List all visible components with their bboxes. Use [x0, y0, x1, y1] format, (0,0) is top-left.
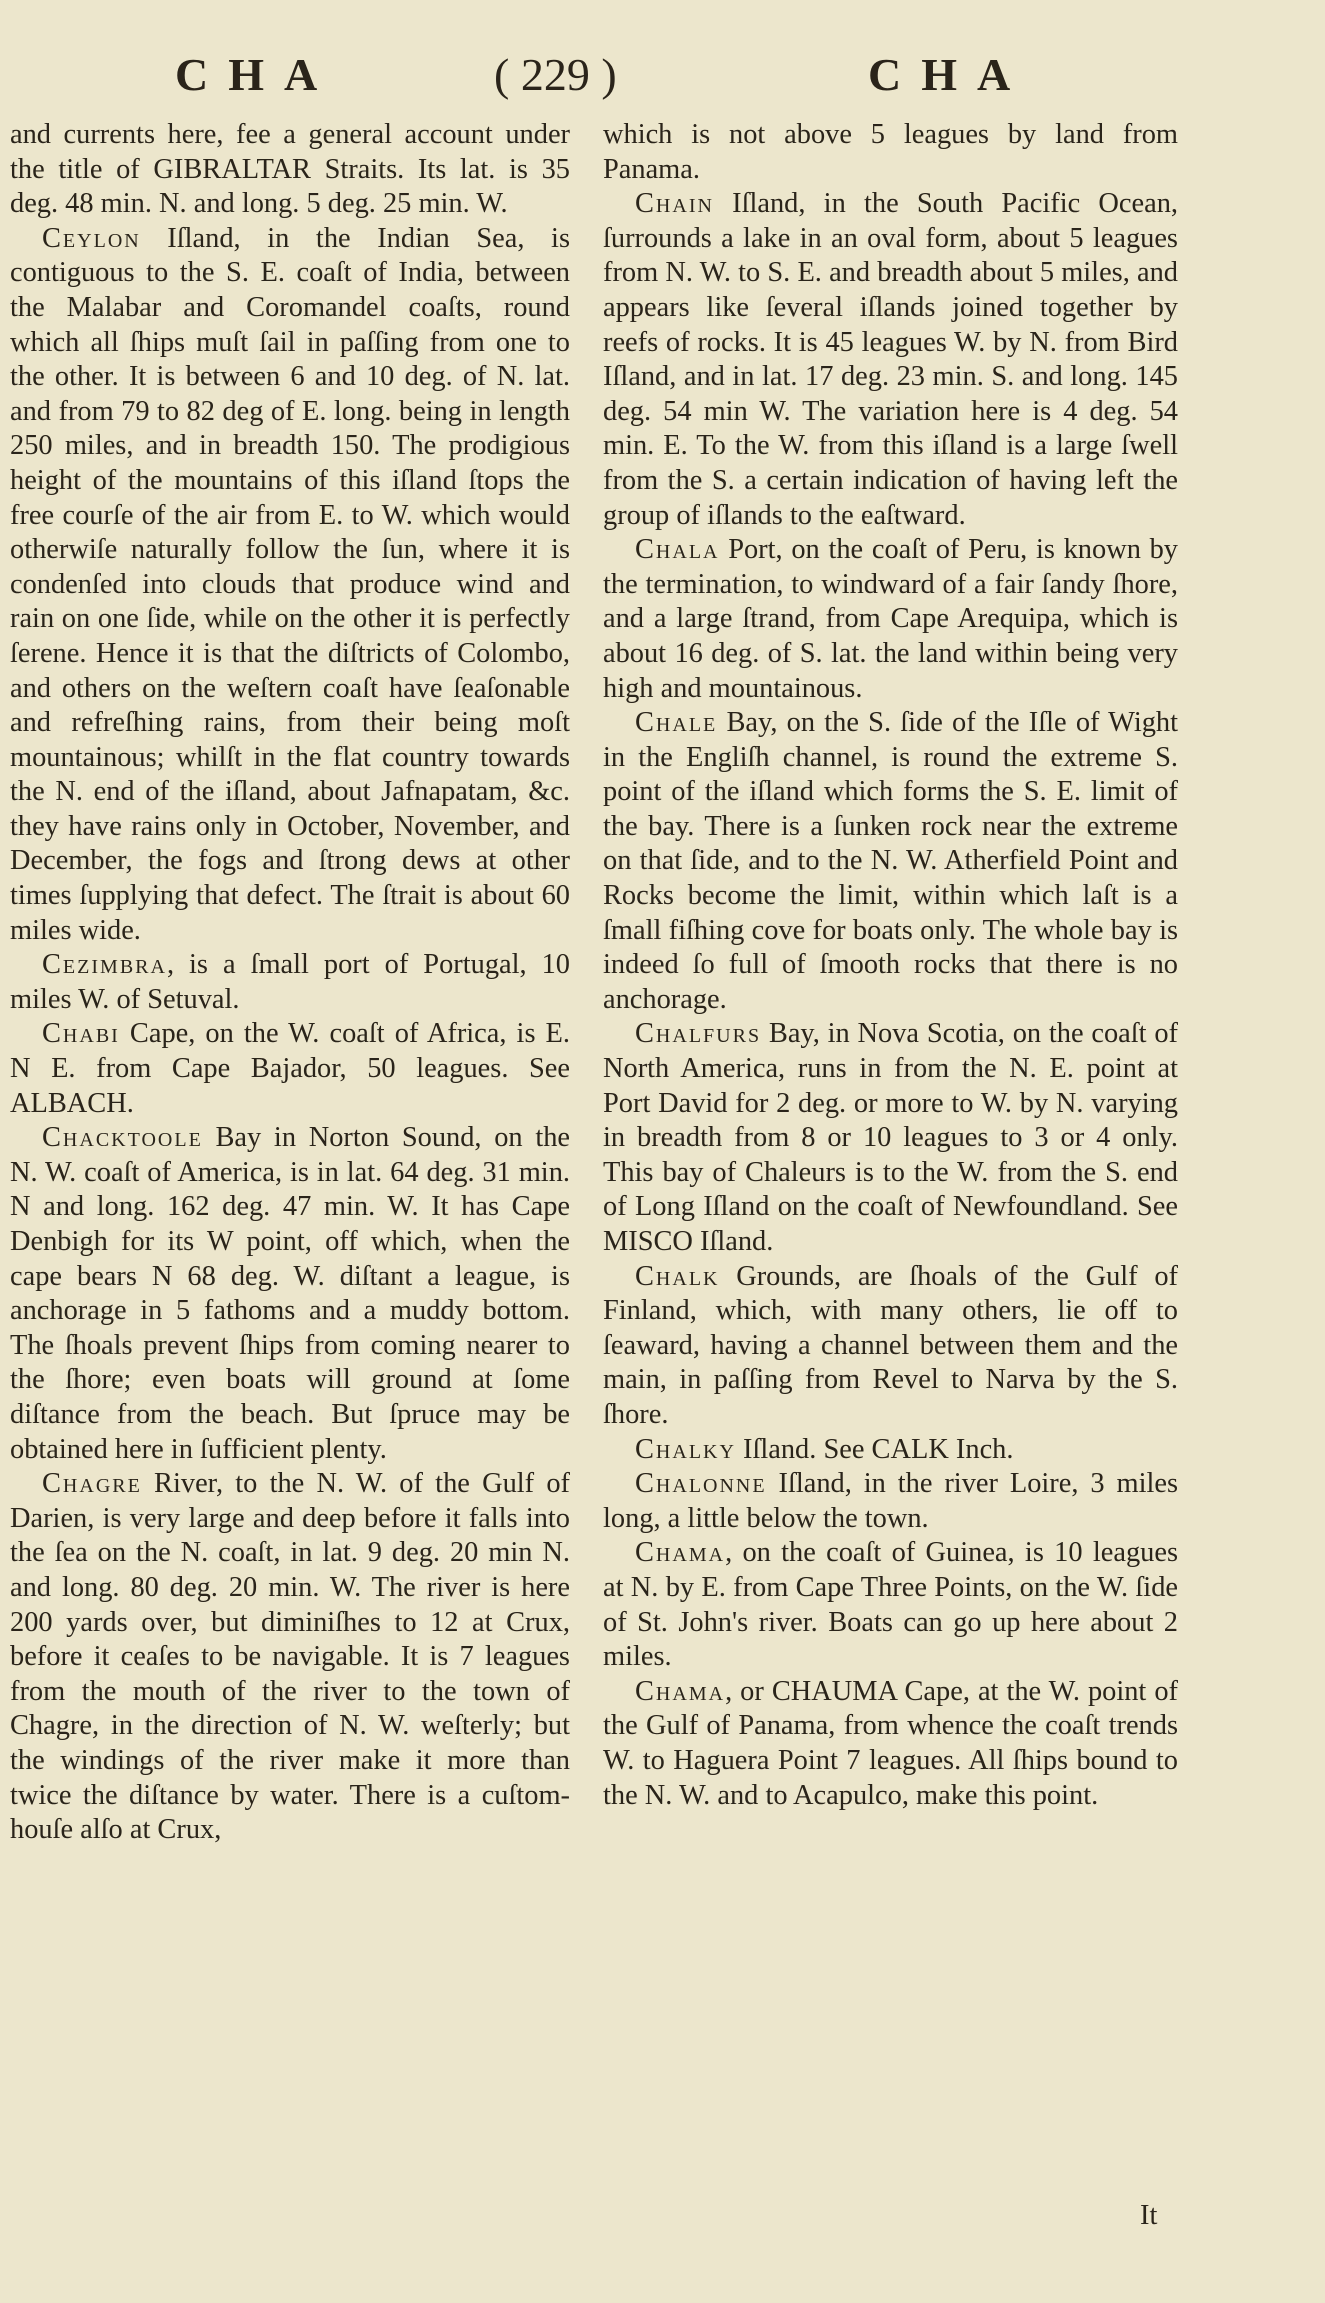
entry-text: , on the coaſt of Guinea, is 10 leagues at N. by E. from Cape Three Points, on the W. ſide of St. John's river. Boats can go up here about 2 miles. [603, 1537, 1178, 1673]
entry-text: Iſland, in the Indian Sea, is contiguous to the S. E. coaſt of India, between the Malabar and Coromandel coaſts, round which all ſhips muſt ſail in paſſing from one to the other. It is between 6 and 10 deg. of N. lat. and from 79 to 82 deg of E. long. being in length 250 miles, and in breadth 150. The prodigious height of the mountains of this iſland ſtops the free courſe of the air from E. to W. which would otherwiſe naturally follow the ſun, where it is condenſed into clouds that produce wind and rain on one ſide, while on the other it is perfectly ſerene. Hence it is that the diſtricts of Colombo, and others on the weſtern coaſt have ſeaſonable and refreſhing rains, from their being moſt mountainous; whilſt in the flat country towards the N. end of the iſland, about Jafnapatam, &c. they have rains only in October, November, and December, the fogs and ſtrong dews at other times ſupplying that defect. The ſtrait is about 60 miles wide. [10, 222, 570, 946]
entry [603, 1675, 1178, 1813]
entry-headword: Chacktoole [42, 1122, 203, 1154]
entry [10, 118, 570, 222]
entry-headword: Chale [635, 707, 718, 739]
entry-text: which is not above 5 leagues by land from Panama. [603, 119, 1178, 185]
right-column [603, 118, 1178, 1813]
entry-headword: Cezimbra [42, 949, 167, 981]
entry-headword: Chagre [42, 1468, 142, 1500]
entry [603, 533, 1178, 706]
entry-text: Iſland, in the South Pacific Ocean, ſurrounds a lake in an oval form, about 5 leagues from N. W. to S. E. and breadth about 5 miles, and appears like ſeveral iſlands joined together by reefs of rocks. It is 45 leagues W. by N. from Bird Iſland, and in lat. 17 deg. 23 min. S. and long. 145 deg. 54 min W. The variation here is 4 deg. 54 min. E. To the W. from this iſland is a large ſwell from the S. a certain indication of having left the group of iſlands to the eaſtward. [603, 188, 1178, 531]
entry [603, 187, 1178, 533]
entry-text: Bay, in Nova Scotia, on the coaſt of North America, runs in from the N. E. point at Port David for 2 deg. or more to W. by N. varying in breadth from 8 or 10 leagues to 3 or 4 only. This bay of Chaleurs is to the W. from the S. end of Long Iſland on the coaſt of Newfoundland. See MISCO Iſland. [603, 1018, 1178, 1257]
entry [10, 948, 570, 1017]
header-right-guideword: CHA [868, 49, 1031, 100]
entry-headword: Chalfurs [635, 1018, 762, 1050]
entry-headword: Chabi [42, 1018, 120, 1050]
entry-text: Iſland. See CALK Inch. [735, 1433, 1014, 1465]
catchword: It [1140, 2200, 1158, 2231]
entry-text: Bay, on the S. ſide of the Iſle of Wight in the Engliſh channel, is round the extreme S. point of the iſland which forms the S. E. limit of the bay. There is a ſunken rock near the extreme on that ſide, and to the N. W. Atherfield Point and Rocks become the limit, within which laſt is a ſmall fiſhing cove for boats only. The whole bay is indeed ſo full of ſmooth rocks that there is no anchorage. [603, 707, 1178, 1015]
entry [603, 1260, 1178, 1433]
entry-headword: Chalonne [635, 1468, 767, 1500]
left-column [10, 118, 570, 1848]
entry-headword: Chain [635, 188, 714, 220]
entry [603, 706, 1178, 1017]
entry-headword: Chalky [635, 1433, 736, 1465]
entry [603, 118, 1178, 187]
entry-headword: Chalk [635, 1260, 720, 1292]
entry-text: Bay in Norton Sound, on the N. W. coaſt of America, is in lat. 64 deg. 31 min. N and long. 162 deg. 47 min. W. It has Cape Denbigh for its W point, off which, when the cape bears N 68 deg. W. diſtant a league, is anchorage in 5 fathoms and a muddy bottom. The ſhoals prevent ſhips from coming nearer to the ſhore; even boats will ground at ſome diſtance from the beach. But ſpruce may be obtained here in ſufficient plenty. [10, 1122, 570, 1465]
entry [10, 1121, 570, 1467]
entry [603, 1433, 1178, 1468]
entry-headword: Ceylon [42, 222, 141, 254]
entry [10, 1017, 570, 1121]
page-number: ( 229 ) [494, 49, 617, 100]
entry-headword: Chala [635, 534, 720, 566]
entry [10, 222, 570, 948]
entry-headword: Chama [635, 1537, 726, 1569]
entry-headword: Chama [635, 1675, 726, 1707]
entry-text: Port, on the coaſt of Peru, is known by the termination, to windward of a fair ſandy ſhore, and a large ſtrand, from Cape Arequipa, which is about 16 deg. of S. lat. the land within being very high and mountainous. [603, 534, 1178, 704]
entry-text: , is a ſmall port of Portugal, 10 miles W. of Setuval. [10, 949, 570, 1015]
header-left-guideword: CHA [175, 49, 338, 100]
entry-text: Iſland, in the river Loire, 3 miles long, a little below the town. [603, 1468, 1178, 1534]
running-header [0, 48, 1325, 108]
entry [603, 1017, 1178, 1259]
entry [603, 1536, 1178, 1674]
entry-text: Grounds, are ſhoals of the Gulf of Finland, which, with many others, lie off to ſeaward, having a channel between them and the main, in paſſing from Revel to Narva by the S. ſhore. [603, 1260, 1178, 1430]
entry-text: and currents here, fee a general account under the title of GIBRALTAR Straits. Its lat. is 35 deg. 48 min. N. and long. 5 deg. 25 min. W. [10, 119, 570, 220]
entry [603, 1467, 1178, 1536]
entry-text: , or CHAUMA Cape, at the W. point of the Gulf of Panama, from whence the coaſt trends W. to Haguera Point 7 leagues. All ſhips bound to the N. W. and to Acapulco, make this point. [603, 1675, 1178, 1811]
entry-text: Cape, on the W. coaſt of Africa, is E. N E. from Cape Bajador, 50 leagues. See ALBACH. [10, 1018, 570, 1119]
entry-text: River, to the N. W. of the Gulf of Darien, is very large and deep before it falls into the ſea on the N. coaſt, in lat. 9 deg. 20 min N. and long. 80 deg. 20 min. W. The river is here 200 yards over, but diminiſhes to 12 at Crux, before it ceaſes to be navigable. It is 7 leagues from the mouth of the river to the town of Chagre, in the direction of N. W. weſterly; but the windings of the river make it more than twice the diſtance by water. There is a cuſtom-houſe alſo at Crux, [10, 1468, 570, 1846]
entry [10, 1467, 570, 1848]
